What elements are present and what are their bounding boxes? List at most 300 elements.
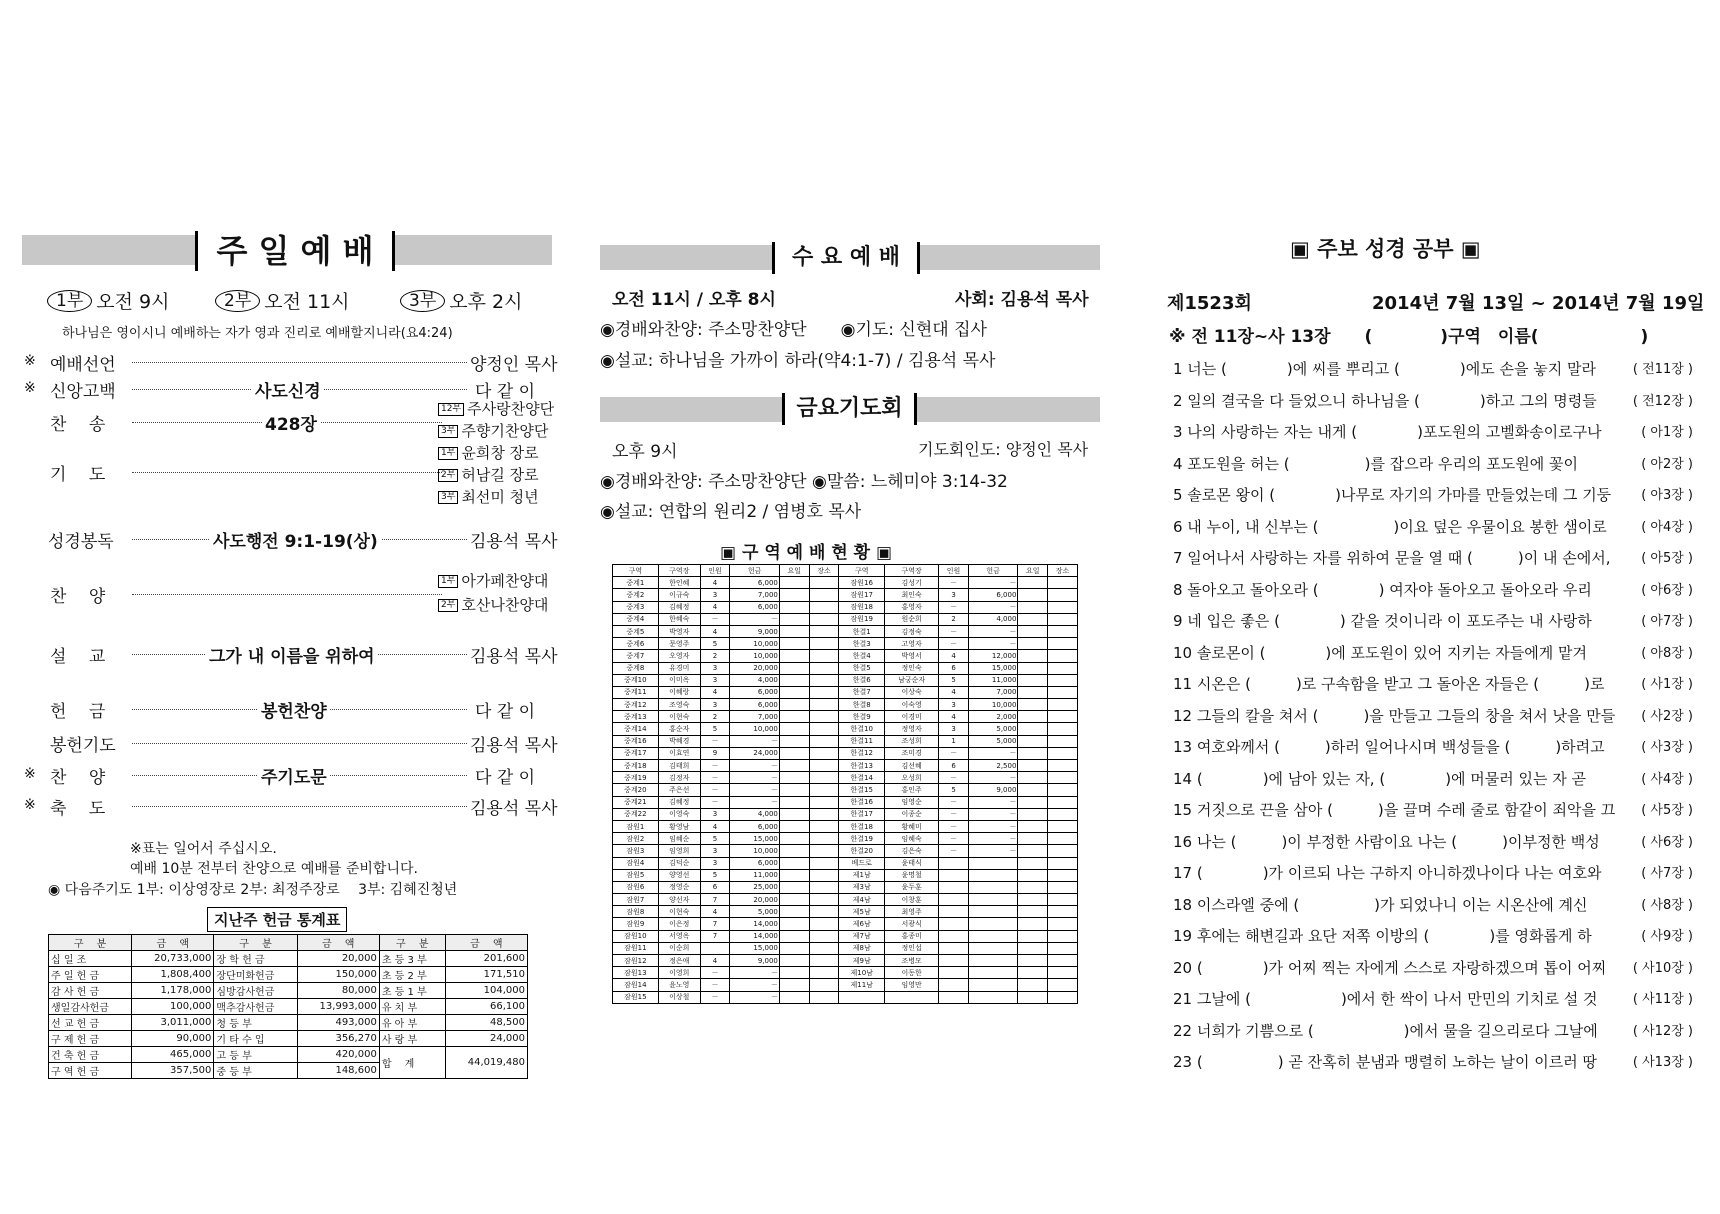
district-row [613, 772, 1078, 784]
district-cell: － [968, 638, 1017, 650]
district-cell: 잠원19 [839, 613, 885, 625]
district-cell [939, 894, 969, 906]
offering-title: 지난주 헌금 통계표 [207, 907, 347, 932]
district-cell: 25,000 [730, 881, 779, 893]
district-cell: 5 [700, 833, 730, 845]
district-cell [885, 991, 939, 1003]
district-cell: 김은숙 [885, 845, 939, 857]
district-cell: 10,000 [730, 723, 779, 735]
study-question [1173, 799, 1693, 820]
district-cell: 김정자 [658, 772, 700, 784]
district-cell [1018, 784, 1048, 796]
district-cell [1018, 918, 1048, 930]
offering-cell: 356,270 [297, 1031, 379, 1047]
district-cell: 10,000 [730, 845, 779, 857]
district-cell: 제3남 [839, 881, 885, 893]
district-cell: － [968, 772, 1017, 784]
district-cell [700, 942, 730, 954]
district-cell: 최인숙 [885, 589, 939, 601]
question-text: 15 거짓으로 끈을 삼아 ( )을 끌며 수레 줄로 함같이 죄악을 끄 [1173, 801, 1616, 819]
district-cell: 잠원11 [613, 942, 659, 954]
study-question [1173, 988, 1693, 1009]
district-cell: 홍영자 [885, 601, 939, 613]
district-cell: 한결3 [839, 638, 885, 650]
district-title: ▣ 구 역 예 배 현 황 ▣ [720, 543, 893, 563]
district-row [613, 699, 1078, 711]
district-cell: 한결8 [839, 699, 885, 711]
district-header-cell: 요일 [779, 565, 809, 577]
district-header-cell: 구역장 [885, 565, 939, 577]
district-cell: 잠원17 [839, 589, 885, 601]
district-cell: 한결4 [839, 650, 885, 662]
order-right-tagged: 3부 최선미 청년 [438, 486, 539, 507]
district-cell: － [939, 845, 969, 857]
question-text: 20 ( )가 어찌 찍는 자에게 스스로 자랑하겠으며 톱이 어찌 [1173, 958, 1607, 977]
order-title: 봉헌찬양 [258, 697, 330, 722]
district-cell: － [939, 808, 969, 820]
question-text: 16 나는 ( )이 부정한 사람이요 나는 ( )이부정한 백성 [1173, 832, 1600, 851]
district-cell: 윤태식 [885, 857, 939, 869]
district-cell [939, 869, 969, 881]
district-row [613, 930, 1078, 942]
district-cell [1048, 772, 1078, 784]
district-cell: 중계21 [613, 796, 659, 808]
district-cell [1018, 711, 1048, 723]
district-row [613, 820, 1078, 832]
district-cell: － [939, 747, 969, 759]
district-cell [1048, 699, 1078, 711]
district-cell [809, 686, 839, 698]
district-cell: 이동한 [885, 967, 939, 979]
district-cell [1048, 979, 1078, 991]
offering-cell: 171,510 [445, 967, 527, 983]
district-cell [809, 991, 839, 1003]
district-cell: 5 [939, 784, 969, 796]
district-cell: 15,000 [968, 662, 1017, 674]
district-cell: － [968, 808, 1017, 820]
district-cell [809, 796, 839, 808]
offering-cell: 청 등 부 [214, 1015, 297, 1031]
district-cell: 잠원1 [613, 820, 659, 832]
district-cell [779, 833, 809, 845]
district-cell: － [700, 784, 730, 796]
district-cell: 잠원8 [613, 906, 659, 918]
district-cell: 잠원5 [613, 869, 659, 881]
district-row [613, 784, 1078, 796]
district-cell: 3 [939, 723, 969, 735]
district-cell [939, 918, 969, 930]
district-cell: 7 [700, 930, 730, 942]
district-cell: 14,000 [730, 918, 779, 930]
district-row [613, 638, 1078, 650]
question-text: 10 솔로몬이 ( )에 포도원이 있어 지키는 자들에게 맡겨 [1173, 643, 1587, 662]
district-cell: 중계1 [613, 577, 659, 589]
district-cell: 고영자 [885, 638, 939, 650]
friday-sermon: ◉설교: 연합의 원리2 / 염병호 목사 [600, 502, 862, 522]
district-cell [1018, 808, 1048, 820]
question-text: 4 포도원을 허는 ( )를 잡으라 우리의 포도원에 꽃이 [1173, 454, 1578, 473]
district-cell: 잠원4 [613, 857, 659, 869]
district-cell: 2 [700, 650, 730, 662]
district-row [613, 894, 1078, 906]
district-row [613, 942, 1078, 954]
study-question [1173, 736, 1693, 757]
order-mark: ※ [24, 353, 36, 369]
district-cell: 제5남 [839, 906, 885, 918]
offering-cell: 465,000 [132, 1047, 214, 1063]
study-question [1173, 390, 1693, 411]
district-cell: 6 [939, 760, 969, 772]
district-cell: 3 [700, 662, 730, 674]
district-cell: 4,000 [968, 613, 1017, 625]
district-cell [779, 845, 809, 857]
district-cell: 9,000 [730, 625, 779, 637]
district-cell: 박영서 [885, 650, 939, 662]
district-cell [1048, 930, 1078, 942]
district-cell: 이효연 [658, 747, 700, 759]
order-right: 김용석 목사 [470, 532, 558, 552]
study-question [1173, 358, 1693, 379]
district-cell [1048, 796, 1078, 808]
district-cell: 6,000 [730, 820, 779, 832]
offering-cell: 3,011,000 [132, 1015, 214, 1031]
district-cell [1048, 820, 1078, 832]
district-cell [1018, 967, 1048, 979]
district-cell: 한결18 [839, 820, 885, 832]
district-cell [1048, 662, 1078, 674]
offering-cell: 장단미화헌금 [214, 967, 297, 983]
question-ref: ( 사12장 ) [1632, 1023, 1693, 1039]
district-cell: 24,000 [730, 747, 779, 759]
offering-cell: 20,733,000 [132, 951, 214, 967]
district-cell: 4 [700, 955, 730, 967]
district-cell [1018, 833, 1048, 845]
offering-cell: 구 제 헌 금 [49, 1031, 132, 1047]
district-cell [779, 808, 809, 820]
question-text: 9 네 입은 좋은 ( ) 같을 것이니라 이 포도주는 내 사랑하 [1173, 612, 1592, 630]
district-cell: 6 [939, 662, 969, 674]
order-mark: ※ [24, 380, 36, 396]
district-cell [809, 735, 839, 747]
district-cell [779, 711, 809, 723]
district-cell: 5 [939, 674, 969, 686]
study-question [1173, 484, 1693, 505]
district-cell [1048, 784, 1078, 796]
district-cell: 중계12 [613, 699, 659, 711]
question-ref: ( 사3장 ) [1641, 740, 1693, 755]
question-text: 14 ( )에 남아 있는 자, ( )에 머물러 있는 자 곧 [1173, 769, 1587, 788]
district-cell [809, 577, 839, 589]
district-cell [779, 577, 809, 589]
district-cell [968, 918, 1017, 930]
district-cell: 3 [700, 699, 730, 711]
district-cell: － [939, 820, 969, 832]
district-cell: 김덕순 [658, 857, 700, 869]
district-cell: 홍종미 [885, 930, 939, 942]
order-right-tagged: 2부 호산나찬양대 [438, 594, 548, 615]
district-cell: 윤명철 [885, 869, 939, 881]
district-cell: 조성희 [885, 735, 939, 747]
district-cell: 중계14 [613, 723, 659, 735]
district-cell [939, 930, 969, 942]
district-cell: 5 [700, 723, 730, 735]
district-cell [809, 894, 839, 906]
district-cell [809, 650, 839, 662]
district-cell [1018, 991, 1048, 1003]
district-cell [1048, 613, 1078, 625]
district-cell: － [968, 796, 1017, 808]
district-cell [779, 955, 809, 967]
district-cell: 7 [700, 918, 730, 930]
study-question [1173, 547, 1693, 568]
district-cell: 김정숙 [885, 625, 939, 637]
district-cell [809, 772, 839, 784]
district-cell [1048, 577, 1078, 589]
district-cell: 이상숙 [885, 686, 939, 698]
district-cell: 유경미 [658, 662, 700, 674]
district-cell: 중계3 [613, 601, 659, 613]
district-cell: 임혜숙 [885, 833, 939, 845]
offering-cell: 1,808,400 [132, 967, 214, 983]
district-header-cell: 요일 [1018, 565, 1048, 577]
district-cell [1048, 650, 1078, 662]
district-cell: 원순희 [885, 613, 939, 625]
district-cell: 제1남 [839, 869, 885, 881]
district-cell: 한결1 [839, 625, 885, 637]
order-right-tagged: 1부 아가페찬양대 [438, 570, 548, 591]
district-cell [779, 760, 809, 772]
district-cell: 한결9 [839, 711, 885, 723]
district-row [613, 601, 1078, 613]
district-cell: 14,000 [730, 930, 779, 942]
district-cell: 이혜랑 [658, 686, 700, 698]
note-next-prayer: ◉ 다음주기도 1부: 이상영장로 2부: 최정주장로 3부: 김혜진청년 [48, 882, 458, 898]
question-ref: ( 사10장 ) [1632, 960, 1693, 976]
question-ref: ( 사13장 ) [1632, 1055, 1693, 1070]
district-header-cell: 구역장 [658, 565, 700, 577]
district-cell [779, 894, 809, 906]
district-header-cell: 인원 [700, 565, 730, 577]
offering-row [49, 1047, 528, 1063]
district-cell [1048, 686, 1078, 698]
district-cell: － [730, 979, 779, 991]
study-range: ※ 전 11장~사 13장 ( )구역 이름( ) [1169, 327, 1649, 347]
offering-cell: 합 계 [379, 1047, 445, 1079]
district-row [613, 735, 1078, 747]
district-cell: 9,000 [968, 784, 1017, 796]
district-row [613, 711, 1078, 723]
district-cell: － [700, 979, 730, 991]
study-question [1173, 925, 1693, 946]
order-right: 양정인 목사 [470, 355, 558, 375]
note-standing: ※표는 일어서 주십시오. [130, 841, 277, 857]
district-cell: 조미경 [885, 747, 939, 759]
district-cell [1018, 699, 1048, 711]
district-cell: 남궁순자 [885, 674, 939, 686]
district-cell: 중계11 [613, 686, 659, 698]
district-cell: 황혜미 [885, 820, 939, 832]
district-cell: 이순희 [658, 942, 700, 954]
district-row [613, 723, 1078, 735]
order-label: 축 도 [50, 799, 106, 819]
district-cell [809, 638, 839, 650]
order-title: 사도행전 9:1-19(상) [210, 527, 381, 552]
district-cell: 한결13 [839, 760, 885, 772]
offering-row [49, 1015, 528, 1031]
district-cell: － [730, 760, 779, 772]
district-cell [1048, 918, 1078, 930]
district-cell [809, 869, 839, 881]
district-cell [779, 906, 809, 918]
district-table [612, 564, 1078, 1004]
district-cell: 양선자 [658, 894, 700, 906]
order-right-tagged: 1부 윤희창 장로 [438, 442, 539, 463]
order-right: 김용석 목사 [470, 647, 558, 667]
district-cell: 3 [939, 699, 969, 711]
district-cell: 중계22 [613, 808, 659, 820]
district-cell: － [700, 735, 730, 747]
district-cell: 11,000 [730, 869, 779, 881]
district-cell [809, 820, 839, 832]
district-cell: 5,000 [968, 723, 1017, 735]
district-cell [1048, 906, 1078, 918]
district-cell [1048, 942, 1078, 954]
question-text: 17 ( )가 이르되 나는 구하지 아니하겠나이다 나는 여호와 [1173, 864, 1602, 882]
district-cell: 오성희 [885, 772, 939, 784]
district-cell: 중계8 [613, 662, 659, 674]
district-cell: 중계6 [613, 638, 659, 650]
district-row [613, 869, 1078, 881]
question-text: 21 그날에 ( )에서 한 싹이 나서 만민의 기치로 설 것 [1173, 990, 1598, 1008]
district-cell [939, 906, 969, 918]
district-cell [939, 979, 969, 991]
district-cell: 3 [700, 808, 730, 820]
district-cell: 한결10 [839, 723, 885, 735]
district-cell: 잠원10 [613, 930, 659, 942]
district-cell: 김성기 [885, 577, 939, 589]
district-cell: 2 [939, 613, 969, 625]
district-cell: － [730, 735, 779, 747]
district-header-cell: 헌금 [968, 565, 1017, 577]
district-cell: 정영순 [658, 881, 700, 893]
district-cell [779, 723, 809, 735]
district-cell: 5 [700, 638, 730, 650]
district-cell [1018, 772, 1048, 784]
study-dates: 2014년 7월 13일 ~ 2014년 7월 19일 [1372, 293, 1705, 314]
offering-row [49, 967, 528, 983]
district-cell [809, 723, 839, 735]
question-ref: ( 아1장 ) [1641, 425, 1693, 440]
district-cell: 잠원6 [613, 881, 659, 893]
study-question [1173, 642, 1693, 663]
offering-cell: 감 사 헌 금 [49, 983, 132, 999]
offering-cell: 20,000 [297, 951, 379, 967]
offering-row [49, 983, 528, 999]
district-cell [779, 869, 809, 881]
district-cell: 임영만 [885, 979, 939, 991]
district-cell: － [700, 613, 730, 625]
district-header-cell: 장소 [809, 565, 839, 577]
order-mark: ※ [24, 797, 36, 813]
district-cell: 3 [700, 845, 730, 857]
offering-header-cell: 구 분 [49, 935, 132, 951]
district-cell [1018, 650, 1048, 662]
district-cell [779, 991, 809, 1003]
wednesday-time: 오전 11시 / 오후 8시 [612, 290, 776, 310]
district-cell [779, 820, 809, 832]
order-label: 신앙고백 [50, 382, 116, 402]
study-question [1173, 831, 1693, 852]
district-cell: 중계4 [613, 613, 659, 625]
order-mark: ※ [24, 766, 36, 782]
district-cell [1048, 833, 1078, 845]
order-right-tagged: 3부 주향기찬양단 [438, 420, 548, 441]
offering-cell: 생일감사헌금 [49, 999, 132, 1015]
district-cell: － [968, 845, 1017, 857]
district-cell [1018, 723, 1048, 735]
district-cell: 한결20 [839, 845, 885, 857]
district-cell [939, 881, 969, 893]
district-cell [1018, 979, 1048, 991]
district-cell [1018, 930, 1048, 942]
district-cell [968, 881, 1017, 893]
district-cell: 4 [700, 601, 730, 613]
district-cell [1018, 906, 1048, 918]
district-cell [809, 613, 839, 625]
district-cell [1018, 881, 1048, 893]
district-cell: 4,000 [730, 674, 779, 686]
district-cell: － [700, 760, 730, 772]
district-cell: 20,000 [730, 894, 779, 906]
district-cell: － [968, 833, 1017, 845]
district-cell [809, 747, 839, 759]
district-cell: 10,000 [968, 699, 1017, 711]
district-cell: 조병모 [885, 955, 939, 967]
district-cell: 4 [939, 650, 969, 662]
offering-cell: 104,000 [445, 983, 527, 999]
district-cell [779, 601, 809, 613]
district-cell [1048, 760, 1078, 772]
district-cell: 11,000 [968, 674, 1017, 686]
district-cell [1048, 674, 1078, 686]
question-text: 2 일의 결국을 다 들었으니 하나님을 ( )하고 그의 명령들 [1173, 391, 1597, 410]
district-row [613, 589, 1078, 601]
district-cell: 서광식 [885, 918, 939, 930]
question-text: 6 내 누이, 내 신부는 ( )이요 덮은 우물이요 봉한 샘이로 [1173, 517, 1607, 536]
offering-cell: 48,500 [445, 1015, 527, 1031]
district-cell [1048, 894, 1078, 906]
district-cell: － [730, 784, 779, 796]
district-cell: 2,000 [968, 711, 1017, 723]
offering-header-cell: 구 분 [214, 935, 297, 951]
district-cell: 3 [700, 674, 730, 686]
district-cell [779, 638, 809, 650]
district-cell: 7 [700, 894, 730, 906]
district-cell: 임영순 [885, 796, 939, 808]
district-row [613, 845, 1078, 857]
question-text: 7 일어나서 사랑하는 자를 위하여 문을 열 때 ( )이 내 손에서, [1173, 549, 1611, 567]
district-cell [779, 979, 809, 991]
question-ref: ( 사9장 ) [1641, 929, 1693, 944]
order-label: 찬 송 [50, 415, 106, 435]
district-cell [968, 955, 1017, 967]
district-cell: 2 [700, 711, 730, 723]
district-cell: 중계5 [613, 625, 659, 637]
district-cell [939, 967, 969, 979]
district-cell [809, 674, 839, 686]
district-cell: 잠원9 [613, 918, 659, 930]
offering-header-cell: 금 액 [132, 935, 214, 951]
